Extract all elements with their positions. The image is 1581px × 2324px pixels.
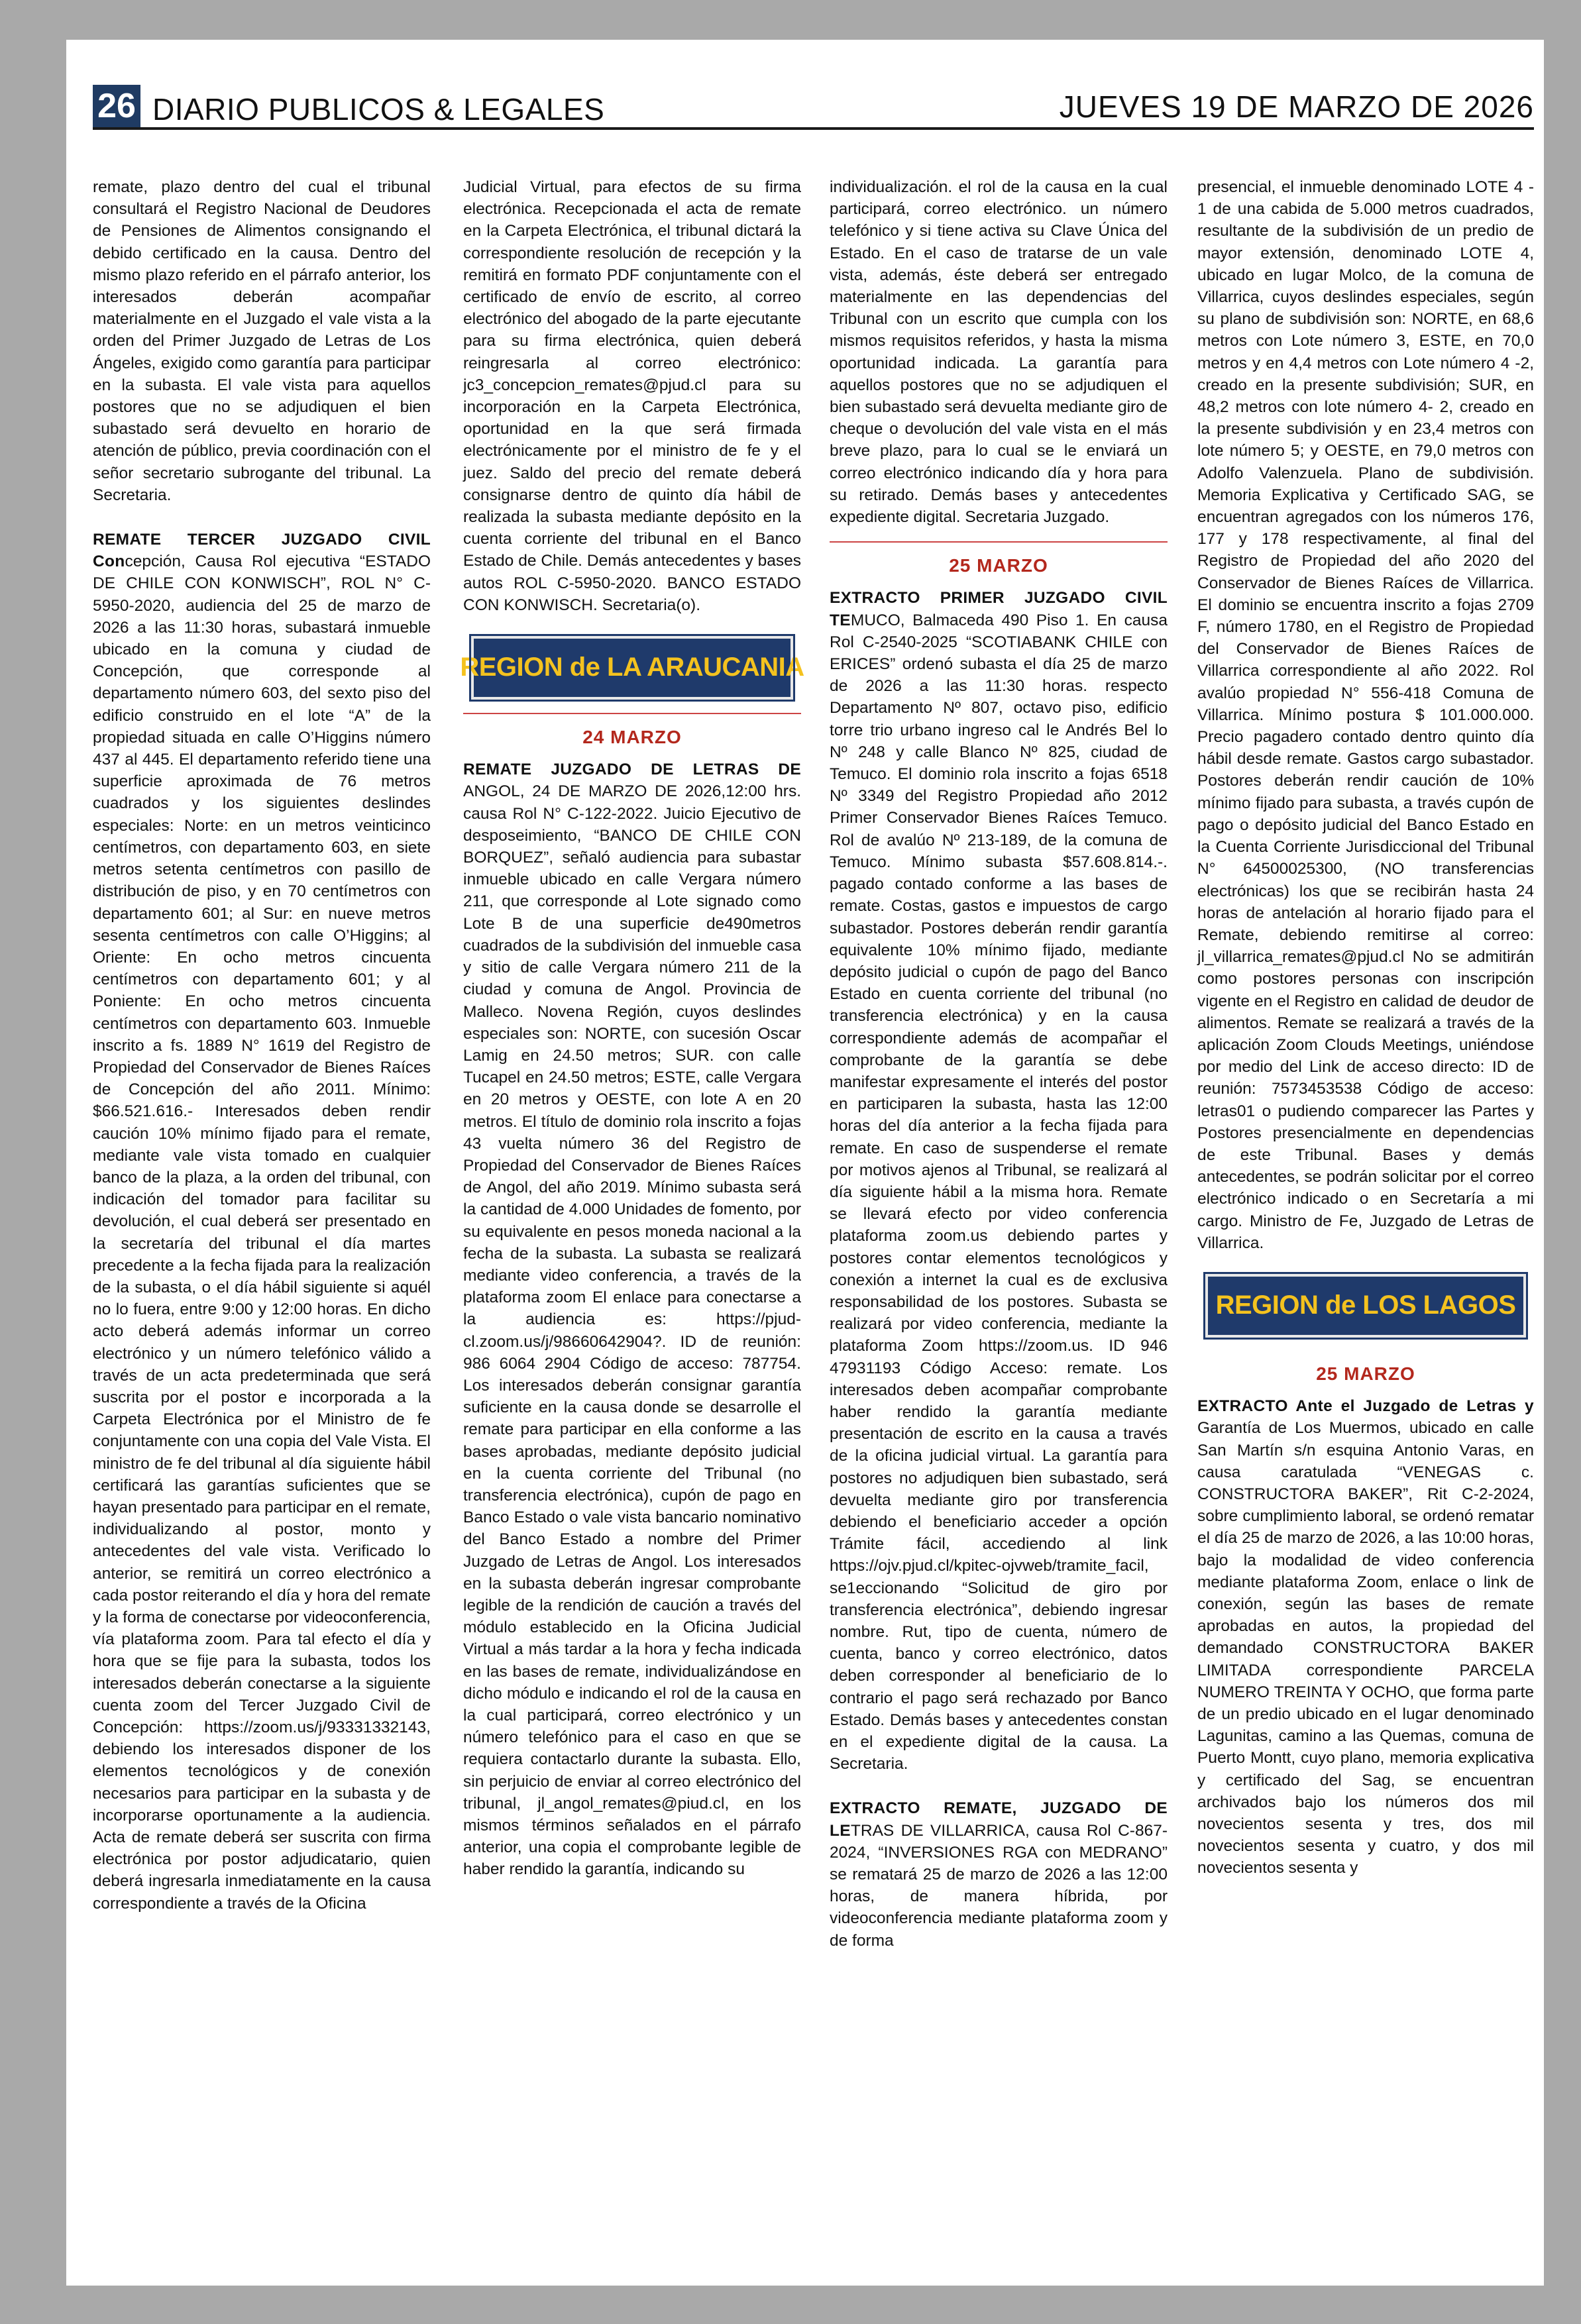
notice-paragraph: [1197, 176, 1534, 1254]
region-banner-los-lagos: REGION de LOS LAGOS: [1205, 1274, 1526, 1338]
column-4: [1197, 176, 1534, 1893]
notice-paragraph: [830, 1797, 1168, 1951]
column-3: [830, 176, 1168, 1965]
notice-text: cepción, Causa Rol ejecutiva “ESTADO DE CHILE CON KONWISCH”, ROL N° C-5950-2020, audiencia del 25 de marzo de 2026 a las 11:30 horas, subastará inmueble ubicado en la comuna y ciudad de Concepción, que corresponde al departamento número 603, del sexto piso del edificio construido en el lote “A” de la propiedad situada en calle O’Higgins número 437 al 445. El departamento referido tiene una superficie aproximada de 76 metros cuadrados y los siguientes deslindes especiales: Norte: en un metros veinticinco centímetros, con departamento 603, en siete metros setenta centímetros con pasillo de distribución de piso, y en 70 centímetros con departamento 601; al Sur: en nueve metros sesenta centímetros con calle O’Higgins; al Oriente: En ocho metros cincuenta centímetros con departamento 601; y al Poniente: En ocho metros cincuenta centímetros con departamento 603. Inmueble inscrito a fs. 1889 N° 1619 del Registro de Propiedad del Conservador de Bienes Raíces de Concepción del año 2011. Mínimo: $66.521.616.- Interesados deben rendir caución 10% mínimo fijado para el remate, mediante vale vista tomado en cualquier banco de la plaza, a la orden del tribunal, con indicación del tomador para facilitar su devolución, el cual deberá ser presentado en la secretaría del tribunal el día martes precedente a la fecha fijada para la realización de la subasta, o el día hábil siguiente si aquél no lo fuera, entre 9:00 y 12:00 horas. En dicho acto deberá además informar un correo electrónico y un número telefónico válido a través de un acta predeterminada que será suscrita por el postor e incorporada a la Carpeta Electrónica por el Ministro de fe conjuntamente con una copia del Vale Vista. El ministro de fe del tribunal al día siguiente hábil certificará las garantías suficientes que se hayan presentado para participar en el remate, individualizando al postor, monto y antecedentes del vale vista. Verificado lo anterior, se remitirá un correo electrónico a cada postor reiterando el día y hora del remate y la forma de conectarse por videoconferencia, vía plataforma zoom. Para tal efecto el día y hora que se fije para la subasta, todos los interesados deberán conectarse a la siguiente cuenta zoom del Tercer Juzgado Civil de Concepción: https://zoom.us/j/93331332143, debiendo los interesados disponer de los elementos tecnológicos y de conexión necesarios para participar en la subasta y de incorporarse oportunamente a la audiencia. Acta de remate deberá ser suscrita con firma electrónica por postor adjudicatario, quien deberá ingresarla inmediatamente en la causa correspondiente a través de la Oficina: [93, 553, 431, 1913]
notice-paragraph: [93, 176, 431, 506]
page-number: 26: [93, 85, 140, 127]
notice-lead: EXTRACTO REMATE, JUZGADO DE LE: [830, 1799, 1168, 1840]
notice-paragraph: [93, 529, 431, 1915]
notice-text: presencial, el inmueble denominado LOTE 4 - 1 de una cabida de 5.000 metros cuadrados, resultante de la subdivisión de un predio de mayor extensión, denominado LOTE 4, ubicado en lugar Molco, de la comuna de Villarrica, cuyos deslindes especiales, según su plano de subdivisión son: NORTE, en 68,6 metros con Lote número 3, ESTE, en 70,0 metros y en 4,4 metros con Lote número 4 -2, creado en la presente subdivisión; SUR, en 48,2 metros con lote número 4- 2, creado en la presente subdivisión y en 23,4 metros con lote número 5; y OESTE, en 79,0 metros con Adolfo Valenzuela. Plano de subdivisión. Memoria Explicativa y Certificado SAG, se encuentran agregados con los números 176, 177 y 178 respectivamente, al final del Registro de Propiedad del año 2020 del Conservador de Bienes Raíces de Villarrica. El dominio se encuentra inscrito a fojas 2709 F, número 1780, en el Registro de Propiedad del Conservador de Bienes Raíces de Villarrica correspondiente al año 2022. Rol avalúo propiedad N° 556-418 Comuna de Villarrica. Mínimo postura $ 101.000.000. Precio pagadero contado dentro quinto día hábil desde remate. Gastos cargo subastador. Postores deberán rendir caución de 10% mínimo fijado para subasta, a través cupón de pago o depósito judicial del Banco Estado en la Cuenta Corriente Jurisdiccional del Tribunal N° 64500025300, (NO transferencias electrónicas) los que se recibirán hasta 24 horas de antelación al horario fijado para el Remate, debiendo remitirse al correo: jl_villarrica_remates@pjud.cl No se admitirán como postores personas con inscripción vigente en el Registro en calidad de deudor de alimentos. Remate se realizará a través de la aplicación Zoom Clouds Meetings, uniéndose por medio del Link de acceso directo: ID de reunión: 7573453538 Código de acceso: letras01 o pudiendo comparecer las Partes y Postores presencialmente en dependencias de este Tribunal. Bases y demás antecedentes, se podrán solicitar por el correo electrónico indicado o en Secretaría a mi cargo. Ministro de Fe, Juzgado de Letras de Villarrica.: [1197, 178, 1534, 1252]
notice-lead: EXTRACTO Ante el Juzgado de Letras y: [1197, 1397, 1534, 1416]
date-heading: 25 MARZO: [830, 541, 1168, 576]
date-heading: 25 MARZO: [1316, 1363, 1415, 1384]
notice-text: TRAS DE VILLARRICA, causa Rol C-867-2024, “INVERSIONES RGA con MEDRANO” se rematará 25 de marzo de 2026 a las 12:00 horas, de manera híbrida, por videoconferencia mediante plataforma zoom y de forma: [830, 1821, 1168, 1950]
notice-lead: REMATE JUZGADO DE LETRAS DE: [463, 761, 801, 779]
notice-text: remate, plazo dentro del cual el tribunal consultará el Registro Nacional de Deudores de Pensiones de Alimentos consignando el debido certificado en la causa. Dentro del mismo plazo referido en el párrafo anterior, los interesados deberán acompañar materialmente en el Juzgado el vale vista a la orden del Primer Juzgado de Letras de Los Ángeles, exigido como garantía para participar en la subasta. El vale vista para aquellos postores que no se adjudiquen el bien subastado será devuelto en horario de atención de público, previa coordinación con el señor secretario subrogante del tribunal. La Secretaria.: [93, 178, 431, 504]
notice-text: ANGOL, 24 DE MARZO DE 2026,12:00 hrs. causa Rol N° C-122-2022. Juicio Ejecutivo de desposeimiento, “BANCO DE CHILE CON BORQUEZ”, señaló audiencia para subastar inmueble ubicado en calle Vergara número 211, que corresponde al Lote signado como Lote B de una superficie de490metros cuadrados de la subdivisión del inmueble casa y sitio de calle Vergara número 211 de la ciudad y comuna de Angol. Provincia de Malleco. Novena Región, cuyos deslindes especiales son: NORTE, con sucesión Oscar Lamig en 24.50 metros; SUR. con calle Tucapel en 24.50 metros; ESTE, calle Vergara en 20 metros y OESTE, con lote A en 20 metros. El título de dominio rola inscrito a fojas 43 vuelta número 36 del Registro de Propiedad del Conservador de Bienes Raíces de Angol, del año 2019. Mínimo subasta será la cantidad de 4.000 Unidades de fomento, por su equivalente en pesos moneda nacional a la fecha de la subasta. La subasta se realizará mediante video conferencia, a través de la plataforma zoom El enlace para conectarse a la audiencia es: https://pjud-cl.zoom.us/j/98660642904?. ID de reunión: 986 6064 2904 Código de acceso: 787754. Los interesados deberán consignar garantía suficiente en la causa donde se desarrolle el remate para participar en ella conforme a las bases aprobadas, mediante depósito judicial en la cuenta corriente del Tribunal (no transferencia electrónica), cupón de pago en Banco Estado o vale vista bancario nominativo del Banco Estado a nombre del Primer Juzgado de Letras de Angol. Los interesados en la subasta deberán ingresar comprobante legible de la rendición de caución a través del módulo establecido en la Oficina Judicial Virtual a más tardar a la hora y fecha indicada en las bases de remate, individualizándose en dicho módulo e indicando el rol de la causa en la cual participará, correo electrónico y un número telefónico para el caso en que se requiera contactarlo durante la subasta. Ello, sin perjuicio de enviar al correo electrónico del tribunal, jl_angol_remates@piud.cl, en los mismos términos señalados en el párrafo anterior, una copia el comprobante legible de haber rendido la garantía, indicando su: [463, 782, 801, 1879]
publication-name: DIARIO PUBLICOS & LEGALES: [152, 92, 605, 127]
notice-text: individualización. el rol de la causa en la cual participará, correo electrónico. un número telefónico y si tiene activa su Clave Única del Estado. En el caso de tratarse de un vale vista, además, éste deberá ser entregado materialmente en las dependencias del Tribunal con un escrito que cumpla con los mismos requisitos referidos, y hasta la misma oportunidad indicada. La garantía para aquellos postores que no se adjudiquen el bien subastado será devuelta mediante giro de cheque o devolución del vale vista en el más breve plazo, para lo cual se le enviará un correo electrónico indicando día y hora para su retirado. Demás bases y antecedentes expediente digital. Secretaria Juzgado.: [830, 178, 1168, 527]
notice-paragraph: [830, 587, 1168, 1775]
notice-paragraph: [463, 176, 801, 616]
notice-text: MUCO, Balmaceda 490 Piso 1. En causa Rol C-2540-2025 “SCOTIABANK CHILE con ERICES” ordenó subasta el día 25 de marzo de 2026 a las 11:30 horas. respecto Departamento Nº 807, octavo piso, edificio torre trio urbano ingreso cal le Andrés Bel lo Nº 248 y calle Blanco Nº 825, ciudad de Temuco. El dominio rola inscrito a fojas 6518 Nº 3349 del Registro Propiedad año 2012 Primer Conservador Bienes Raíces Temuco. Rol de avalúo Nº 213-189, de la comuna de Temuco. Mínimo subasta $57.608.814.-. pagado contado conforme a las bases de remate. Costas, gastos e impuestos de cargo subastador. Postores deberán rendir garantía equivalente 10% mínimo fijado, mediante depósito judicial o cupón de pago del Banco Estado en cuenta corriente del tribunal (no transferencia electrónica) y en la causa correspondiente además de acompañar el comprobante de la garantía se debe manifestar expresamente el interés del postor en participaren la subasta, hasta las 12:00 horas del día anterior a la fecha fijada para remate. En caso de suspenderse el remate por motivos ajenos al Tribunal, se realizará al día siguiente hábil a la misma hora. Remate se llevará efecto por video conferencia plataforma zoom.us debiendo partes y postores contar elementos tecnológicos y conexión a internet la cual es de exclusiva responsabilidad de los postores. Subasta se realizará por video conferencia, mediante la plataforma Zoom https://zoom.us. ID 946 47931193 Código Acceso: remate. Los interesados deben acompañar comprobante haber rendido la garantía mediante presentación de escrito en la causa a través de la oficina judicial virtual. La garantía para postores no adjudiquen bien subastado, será devuelta mediante giro por transferencia debiendo el beneficiario acceder a opción Trámite fácil, accediendo al link https://ojv.pjud.cl/kpitec-ojvweb/tramite_facil, se1eccionando “Solicitud de giro por transferencia electrónica”, debiendo ingresar nombre. Rut, tipo de cuenta, número de cuenta, banco y correo electrónico, datos deben corresponder al beneficiario de lo contrario el pago será rechazado por Banco Estado. Demás bases y antecedentes constan en el expediente digital de la causa. La Secretaria.: [830, 611, 1168, 1773]
page-header: [93, 85, 1534, 130]
publication-date: JUEVES 19 DE MARZO DE 2026: [1059, 89, 1534, 124]
date-heading: 24 MARZO: [463, 713, 801, 748]
notice-paragraph: [1197, 1395, 1534, 1879]
notice-lead: EXTRACTO PRIMER JUZGADO CIVIL TE: [830, 589, 1168, 629]
column-2: [460, 176, 804, 1894]
notice-paragraph: [463, 759, 801, 1880]
notice-text: Garantía de Los Muermos, ubicado en calle San Martín s/n esquina Antonio Varas, en causa caratulada “VENEGAS c. CONSTRUCTORA BAKER”, Rit C-2-2024, sobre cumplimiento laboral, se ordenó rematar el día 25 de marzo de 2026, a las 10:00 horas, bajo la modalidad de video conferencia mediante plataforma Zoom, enlace o link de conexión, según las bases de remate aprobadas en autos, la propiedad del demandado CONSTRUCTORA BAKER LIMITADA correspondiente PARCELA NUMERO TREINTA Y OCHO, que forma parte de un predio ubicado en el lugar denominado Lagunitas, camino a las Quemas, comuna de Puerto Montt, cuyo plano, memoria explicativa y certificado del Sag, se encuentran archivados bajo los números dos mil novecientos sesenta y tres, dos mil novecientos sesenta y cuatro, y dos mil novecientos sesenta y: [1197, 1419, 1534, 1877]
notice-lead: REMATE TERCER JUZGADO CIVIL Con: [93, 531, 431, 571]
notice-text: Judicial Virtual, para efectos de su firma electrónica. Recepcionada el acta de remate en la Carpeta Electrónica, el tribunal dictará la correspondiente resolución de recepción y la remitirá en formato PDF conjuntamente con el certificado de envío de escrito, al correo electrónico del abogado de la parte ejecutante para su firma electrónica, quien deberá reingresarla al correo electrónico: jc3_concepcion_remates@pjud.cl para su incorporación en la Carpeta Electrónica, oportunidad en la que será firmada electrónicamente por el ministro de fe y el juez. Saldo del precio del remate deberá consignarse dentro de quinto día hábil de realizada la subasta mediante depósito en la cuenta corriente del tribunal en el Banco Estado de Chile. Demás antecedentes y bases autos ROL C-5950-2020. BANCO ESTADO CON KONWISCH. Secretaria(o).: [463, 178, 801, 614]
region-banner-araucania: REGION de LA ARAUCANIA: [471, 636, 793, 700]
notice-paragraph: [830, 176, 1168, 528]
column-1: [93, 176, 431, 1928]
